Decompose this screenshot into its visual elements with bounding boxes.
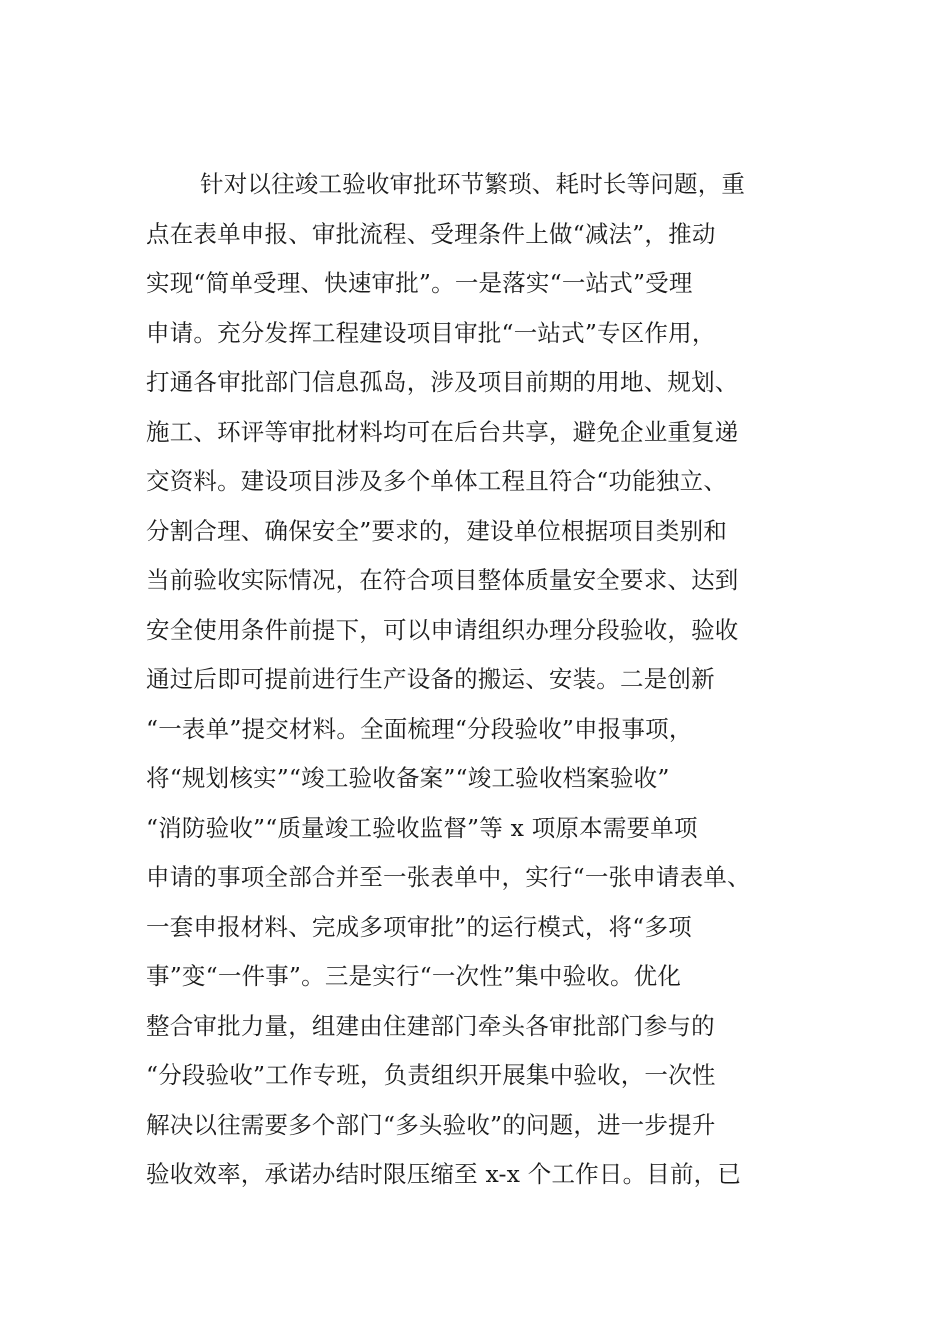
- paragraph-line-13: 将“规划核实”“竣工验收备案”“竣工验收档案验收”: [146, 764, 670, 792]
- paragraph-line-10: 安全使用条件前提下，可以申请组织办理分段验收，验收: [146, 615, 739, 644]
- paragraph-line-3: 实现“简单受理、快速审批”。一是落实“一站式”受理: [146, 269, 693, 297]
- paragraph-line-4: 申请。充分发挥工程建设项目审批“一站式”专区作用，: [146, 318, 716, 347]
- paragraph-line-17: 事”变“一件事”。三是实行“一次性”集中验收。优化: [146, 962, 682, 990]
- paragraph-line-9: 当前验收实际情况，在符合项目整体质量安全要求、达到: [146, 566, 739, 594]
- paragraph-line-6: 施工、环评等审批材料均可在后台共享，避免企业重复递: [146, 417, 739, 446]
- paragraph-line-2: 点在表单申报、审批流程、受理条件上做“减法”，推动: [146, 219, 716, 248]
- paragraph-line-20: 解决以往需要多个部门“多头验收”的问题，进一步提升: [146, 1110, 716, 1139]
- paragraph-line-1: 针对以往竣工验收审批环节繁琐、耗时长等问题，重: [200, 170, 746, 198]
- paragraph-line-14: “消防验收”“质量竣工验收监督”等 x 项原本需要单项: [146, 813, 698, 842]
- paragraph-line-11: 通过后即可提前进行生产设备的搬运、安装。二是创新: [146, 665, 715, 693]
- paragraph-line-19: “分段验收”工作专班，负责组织开展集中验收，一次性: [146, 1061, 716, 1089]
- paragraph-line-21: 验收效率，承诺办结时限压缩至 x-x 个工作日。目前，已: [146, 1160, 742, 1188]
- paragraph-line-5: 打通各审批部门信息孤岛，涉及项目前期的用地、规划、: [146, 368, 739, 396]
- paragraph-line-8: 分割合理、确保安全”要求的，建设单位根据项目类别和: [146, 516, 728, 545]
- paragraph-line-12: “一表单”提交材料。全面梳理“分段验收”申报事项，: [146, 714, 693, 743]
- paragraph-line-7: 交资料。建设项目涉及多个单体工程且符合“功能独立、: [146, 467, 728, 495]
- paragraph-line-15: 申请的事项全部合并至一张表单中，实行“一张申请表单、: [146, 863, 751, 891]
- paragraph-line-18: 整合审批力量，组建由住建部门牵头各审批部门参与的: [146, 1011, 715, 1040]
- paragraph-line-16: 一套申报材料、完成多项审批”的运行模式，将“多项: [146, 912, 692, 941]
